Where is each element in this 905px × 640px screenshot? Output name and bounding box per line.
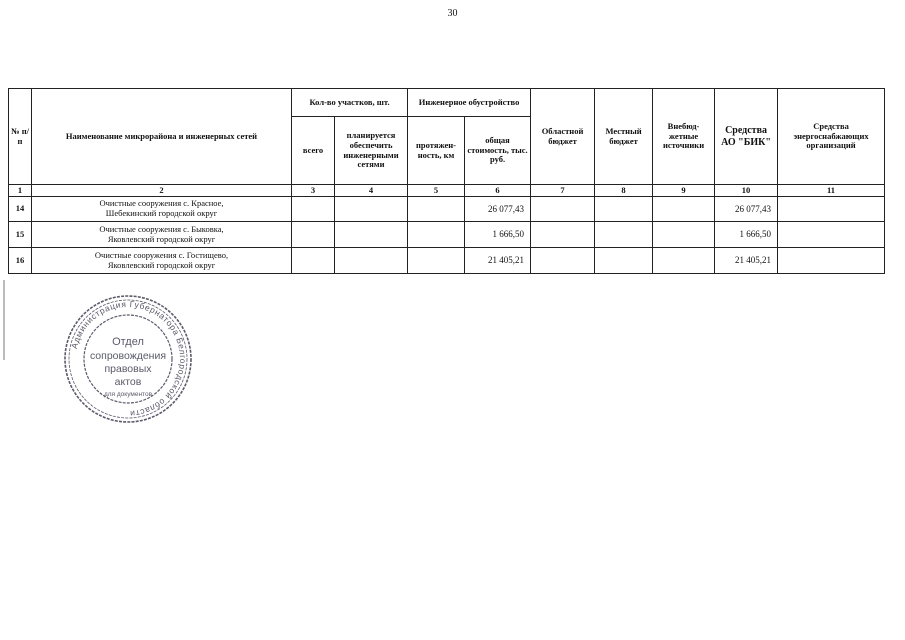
col-number: 9 [653, 185, 715, 197]
table-row [9, 222, 885, 248]
header-bik-funds: Средства АО "БИК" [715, 89, 778, 185]
row-cost: 26 077,43 [465, 197, 531, 222]
row-name-line1: Очистные сооружения с. Быковка, [99, 223, 224, 234]
row-offbudget [653, 222, 715, 248]
row-offbudget [653, 248, 715, 274]
row-name-line2: Яковлевский городской округ [107, 259, 216, 270]
header-local-budget: Местный бюджет [595, 89, 653, 185]
header-energy-funds: Средства энергоснабжающих организаций [778, 89, 885, 185]
row-bik: 26 077,43 [715, 197, 778, 222]
col-number: 10 [715, 185, 778, 197]
col-number: 4 [335, 185, 408, 197]
row-name [32, 248, 292, 274]
row-total [292, 197, 335, 222]
row-planned [335, 197, 408, 222]
stamp-line1: Отдел [112, 336, 144, 348]
row-number: 16 [9, 248, 32, 274]
header-name: Наименование микрорайона и инженерных сетей [32, 89, 292, 185]
row-regional [531, 248, 595, 274]
row-planned [335, 222, 408, 248]
row-name-line1: Очистные сооружения с. Гостищево, [94, 249, 229, 260]
stamp-ring-text: Администрация Губернатора Белгородской области [69, 298, 189, 420]
stamp-line2: сопровождения [89, 350, 167, 362]
row-energy [778, 248, 885, 274]
header-plots-group: Кол-во участков, шт. [292, 89, 408, 117]
row-regional [531, 222, 595, 248]
row-local [595, 197, 653, 222]
row-length [408, 248, 465, 274]
infrastructure-table [8, 88, 885, 274]
col-number: 8 [595, 185, 653, 197]
page-number: 30 [447, 8, 458, 19]
header-engineering-group: Инженерное обустройство [408, 89, 531, 117]
official-stamp [62, 293, 194, 425]
row-length [408, 222, 465, 248]
row-energy [778, 222, 885, 248]
header-num: № п/п [9, 89, 32, 185]
col-number: 5 [408, 185, 465, 197]
table-row [9, 248, 885, 274]
table-row [9, 197, 885, 222]
row-local [595, 248, 653, 274]
header-length: протяжен-ность, км [408, 117, 465, 185]
row-name [32, 222, 292, 248]
stamp-graphic [62, 293, 194, 425]
stamp-line5: для документов [103, 391, 153, 398]
row-name [32, 197, 292, 222]
stamp-line4: актов [114, 376, 142, 388]
col-number: 7 [531, 185, 595, 197]
stamp-line3: правовых [104, 363, 152, 375]
row-local [595, 222, 653, 248]
header-offbudget-sources: Внебюд-жетные источники [653, 89, 715, 185]
row-name-line1: Очистные сооружения с. Красное, [99, 198, 224, 209]
row-number: 15 [9, 222, 32, 248]
col-number: 3 [292, 185, 335, 197]
row-name-line2: Шебекинский городской округ [105, 208, 218, 218]
row-total [292, 222, 335, 248]
header-cost: общая стоимость, тыс. руб. [465, 117, 531, 185]
col-number: 1 [9, 185, 32, 197]
col-number: 2 [32, 185, 292, 197]
row-name-line2: Яковлевский городской округ [107, 233, 216, 244]
header-total: всего [292, 117, 335, 185]
row-number: 14 [9, 197, 32, 222]
row-offbudget [653, 197, 715, 222]
scan-edge-mark [3, 280, 5, 360]
row-regional [531, 197, 595, 222]
row-energy [778, 197, 885, 222]
row-planned [335, 248, 408, 274]
header-planned: планируется обеспечить инженерными сетями [335, 117, 408, 185]
row-total [292, 248, 335, 274]
row-cost: 21 405,21 [465, 248, 531, 274]
row-length [408, 197, 465, 222]
row-bik: 21 405,21 [715, 248, 778, 274]
row-bik: 1 666,50 [715, 222, 778, 248]
col-number: 6 [465, 185, 531, 197]
col-number: 11 [778, 185, 885, 197]
row-cost: 1 666,50 [465, 222, 531, 248]
header-regional-budget: Областной бюджет [531, 89, 595, 185]
